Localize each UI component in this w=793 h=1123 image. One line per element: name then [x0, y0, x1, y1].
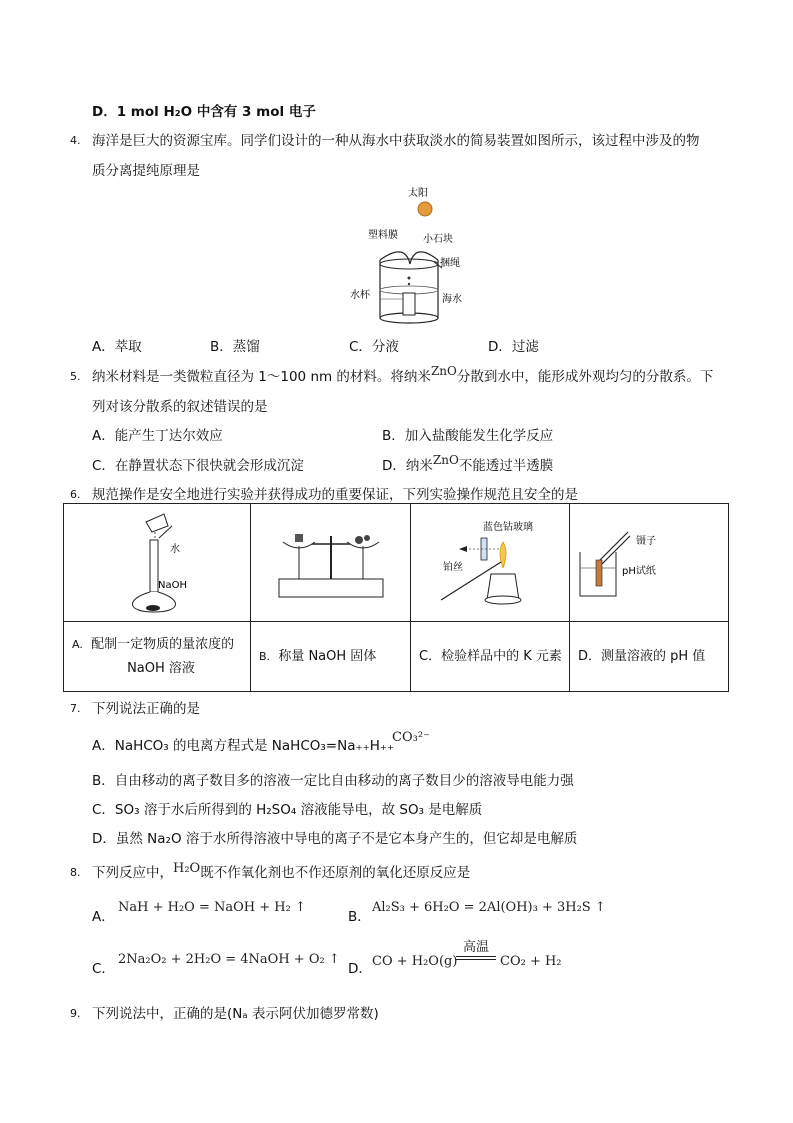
plastic-film-icon — [380, 252, 438, 264]
q4-label-film: 塑料膜 — [368, 230, 398, 241]
q6-stem: 规范操作是安全地进行实验并获得成功的重要保证，下列实验操作规范且安全的是 — [92, 487, 578, 503]
q4-option-b: B．蒸馏 — [210, 339, 260, 355]
q5-option-d: D．纳米ZnO不能透过半透膜 — [382, 453, 554, 474]
q8-number: 8. — [70, 866, 81, 879]
sun-icon — [418, 202, 432, 216]
ph-paper-icon — [596, 560, 602, 586]
q7-option-c: C．SO₃ 溶于水后所得到的 H₂SO₄ 溶液能导电，故 SO₃ 是电解质 — [92, 802, 483, 818]
q4-label-cup: 水杯 — [350, 290, 370, 301]
ph-test-figure — [570, 504, 729, 617]
q5-option-c: C．在静置状态下很快就会形成沉淀 — [92, 458, 304, 474]
q6-label-tweezers: 镊子 — [636, 536, 656, 547]
q3-option-d: D．1 mol H₂O 中含有 3 mol 电子 — [92, 104, 316, 120]
q9-number: 9. — [70, 1007, 81, 1020]
beaker-icon — [146, 514, 168, 532]
q4-number: 4. — [70, 134, 81, 147]
q5-stem-line2: 列对该分散系的叙述错误的是 — [92, 399, 268, 415]
water-cup-icon — [403, 293, 415, 315]
q8-stem: 下列反应中，H₂O既不作氧化剂也不作还原剂的氧化还原反应是 — [92, 861, 471, 881]
q8-h2o: H₂O — [173, 861, 201, 876]
volumetric-flask-figure — [64, 504, 251, 617]
q8-option-b-equation: Al₂S₃ + 6H₂O = 2Al(OH)₃ + 3H₂S ↑ — [372, 900, 606, 915]
q6-label-water: 水 — [170, 544, 180, 555]
q4-stem-line2: 质分离提纯原理是 — [92, 163, 200, 179]
q5-number: 5. — [70, 370, 81, 383]
q6-label-blue-glass: 蓝色钴玻璃 — [483, 522, 533, 533]
q9-stem: 下列说法中，正确的是(Nₐ 表示阿伏加德罗常数) — [92, 1006, 379, 1022]
q4-option-d: D．过滤 — [488, 339, 539, 355]
q6-figure-c — [411, 504, 570, 622]
q5-option-b: B．加入盐酸能发生化学反应 — [382, 428, 554, 444]
q5-stem-line1: 纳米材料是一类微粒直径为 1～100 nm 的材料。将纳米ZnO分散到水中，能形成外观均匀的分散系。下 — [92, 364, 714, 385]
flame-test-figure — [411, 504, 570, 617]
q6-figure-b — [251, 504, 411, 622]
eye-icon — [459, 546, 467, 552]
q7-option-a-ion: CO₃²⁻ — [392, 730, 430, 745]
flame-icon — [500, 542, 506, 568]
tweezers-icon — [598, 532, 628, 562]
q8-option-d-label: D． — [348, 961, 372, 977]
q6-label-pt-wire: 铂丝 — [443, 562, 463, 573]
q8-option-d-eq-left: CO + H₂O(g) — [372, 954, 458, 969]
q7-option-d: D．虽然 Na₂O 溶于水所得溶液中导电的离子不是它本身产生的，但它却是电解质 — [92, 831, 578, 847]
q7-number: 7. — [70, 702, 81, 715]
q8-option-b-label: B． — [348, 909, 371, 925]
q8-option-d-double-arrow — [456, 956, 496, 960]
q6-cell-d: D．测量溶液的 pH 值 — [570, 622, 729, 692]
q7-stem: 下列说法正确的是 — [92, 701, 200, 717]
q4-stem-line1: 海洋是巨大的资源宝库。同学们设计的一种从海水中获取淡水的简易装置如图所示，该过程中涉及的物 — [92, 133, 700, 149]
q8-option-c-label: C． — [92, 961, 115, 977]
q4-label-rope: 捆绳 — [440, 258, 460, 269]
q8-option-d-eq-right: CO₂ + H₂ — [500, 954, 562, 969]
q6-cell-c: C．检验样品中的 K 元素 — [411, 622, 570, 692]
q6-figure-a — [64, 504, 251, 622]
q6-number: 6. — [70, 488, 81, 501]
q8-option-c-equation: 2Na₂O₂ + 2H₂O = 4NaOH + O₂ ↑ — [118, 952, 340, 967]
q6-cell-b: B. 称量 NaOH 固体 — [251, 622, 411, 692]
q4-label-sun: 太阳 — [408, 188, 428, 199]
q6-figure-d — [570, 504, 729, 622]
q6-label-naoh: NaOH — [158, 580, 187, 591]
balance-figure — [251, 504, 411, 617]
q4-label-seawater: 海水 — [442, 294, 462, 305]
q6-table — [63, 503, 729, 692]
q4-label-stone: 小石块 — [423, 234, 453, 245]
q4-option-a: A．萃取 — [92, 339, 142, 355]
q7-option-a: A．NaHCO₃ 的电离方程式是 NaHCO₃=Na₊₊H₊₊ — [92, 738, 395, 754]
q5-zno: ZnO — [430, 364, 457, 378]
q4-option-c: C．分液 — [349, 339, 399, 355]
q6-label-ph-paper: pH试纸 — [622, 566, 656, 577]
balance-icon — [279, 579, 383, 597]
q5-option-a: A．能产生丁达尔效应 — [92, 428, 223, 444]
q8-option-d-condition: 高温 — [462, 940, 489, 955]
q7-option-b: B．自由移动的离子数目多的溶液一定比自由移动的离子数目少的溶液导电能力强 — [92, 773, 574, 789]
q4-desalination-figure — [350, 180, 480, 330]
q6-cell-a: A. 配制一定物质的量浓度的 NaOH 溶液 — [64, 622, 251, 692]
q8-option-a-equation: NaH + H₂O = NaOH + H₂ ↑ — [118, 900, 306, 915]
q8-option-a-label: A． — [92, 909, 115, 925]
